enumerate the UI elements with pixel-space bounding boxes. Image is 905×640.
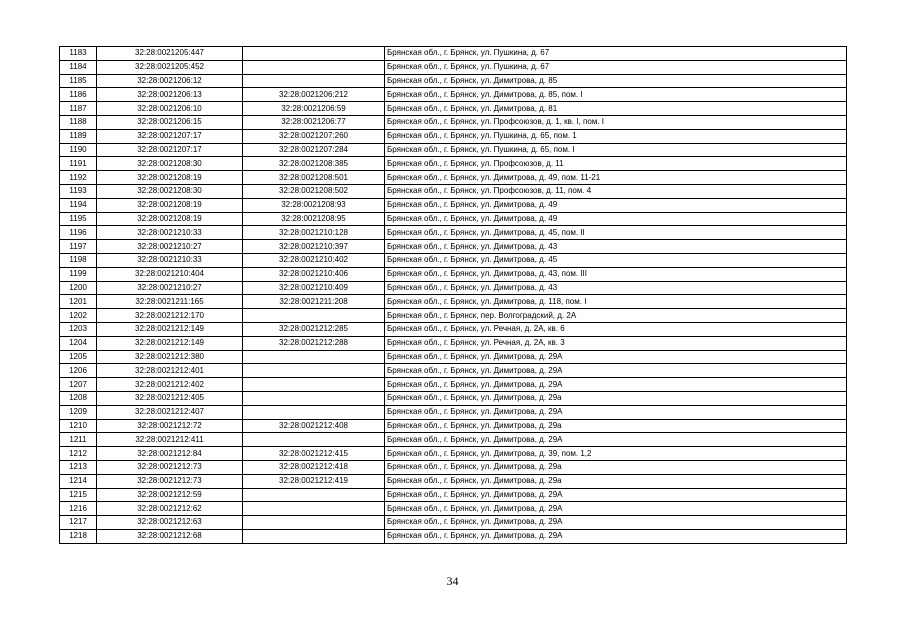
row-number-cell: 1188	[60, 115, 97, 129]
cadastral-number-cell: 32:28:0021205:452	[97, 60, 243, 74]
cadastral-number-cell: 32:28:0021208:19	[97, 212, 243, 226]
table-row	[60, 74, 847, 88]
cadastral-number-cell: 32:28:0021208:30	[97, 157, 243, 171]
row-number-cell: 1217	[60, 516, 97, 530]
table-row	[60, 281, 847, 295]
object-cadastral-number-cell: 32:28:0021208:95	[243, 212, 385, 226]
cadastral-number-cell: 32:28:0021212:401	[97, 364, 243, 378]
address-cell: Брянская обл., г. Брянск, ул. Димитрова, д. 29А	[385, 350, 847, 364]
table-row	[60, 102, 847, 116]
address-cell: Брянская обл., г. Брянск, ул. Димитрова, д. 49	[385, 198, 847, 212]
address-cell: Брянская обл., г. Брянск, ул. Димитрова, д. 29а	[385, 419, 847, 433]
table-row	[60, 47, 847, 61]
cadastral-number-cell: 32:28:0021212:407	[97, 405, 243, 419]
cadastral-number-cell: 32:28:0021212:59	[97, 488, 243, 502]
table-row	[60, 129, 847, 143]
address-cell: Брянская обл., г. Брянск, ул. Димитрова, д. 45, пом. II	[385, 226, 847, 240]
row-number-cell: 1189	[60, 129, 97, 143]
object-cadastral-number-cell	[243, 350, 385, 364]
cadastral-table	[59, 46, 847, 544]
object-cadastral-number-cell: 32:28:0021212:418	[243, 460, 385, 474]
object-cadastral-number-cell	[243, 529, 385, 543]
row-number-cell: 1190	[60, 143, 97, 157]
table-row	[60, 143, 847, 157]
row-number-cell: 1205	[60, 350, 97, 364]
table-row	[60, 88, 847, 102]
table-row	[60, 295, 847, 309]
cadastral-number-cell: 32:28:0021206:12	[97, 74, 243, 88]
row-number-cell: 1215	[60, 488, 97, 502]
row-number-cell: 1187	[60, 102, 97, 116]
address-cell: Брянская обл., г. Брянск, ул. Димитрова, д. 49	[385, 212, 847, 226]
cadastral-number-cell: 32:28:0021212:72	[97, 419, 243, 433]
row-number-cell: 1193	[60, 184, 97, 198]
object-cadastral-number-cell: 32:28:0021210:406	[243, 267, 385, 281]
object-cadastral-number-cell	[243, 405, 385, 419]
table-row	[60, 253, 847, 267]
table-row	[60, 60, 847, 74]
address-cell: Брянская обл., г. Брянск, ул. Димитрова, д. 85, пом. I	[385, 88, 847, 102]
row-number-cell: 1201	[60, 295, 97, 309]
table-row	[60, 419, 847, 433]
table-row	[60, 364, 847, 378]
cadastral-number-cell: 32:28:0021212:62	[97, 502, 243, 516]
cadastral-number-cell: 32:28:0021210:33	[97, 253, 243, 267]
cadastral-number-cell: 32:28:0021212:63	[97, 516, 243, 530]
cadastral-number-cell: 32:28:0021206:15	[97, 115, 243, 129]
object-cadastral-number-cell: 32:28:0021208:385	[243, 157, 385, 171]
address-cell: Брянская обл., г. Брянск, ул. Димитрова, д. 43	[385, 240, 847, 254]
cadastral-number-cell: 32:28:0021205:447	[97, 47, 243, 61]
row-number-cell: 1196	[60, 226, 97, 240]
table-row	[60, 309, 847, 323]
address-cell: Брянская обл., г. Брянск, ул. Димитрова, д. 43, пом. III	[385, 267, 847, 281]
cadastral-number-cell: 32:28:0021210:404	[97, 267, 243, 281]
table-row	[60, 529, 847, 543]
address-cell: Брянская обл., г. Брянск, ул. Речная, д. 2А, кв. 6	[385, 322, 847, 336]
cadastral-number-cell: 32:28:0021212:149	[97, 322, 243, 336]
object-cadastral-number-cell	[243, 488, 385, 502]
table-row	[60, 226, 847, 240]
row-number-cell: 1194	[60, 198, 97, 212]
cadastral-number-cell: 32:28:0021206:13	[97, 88, 243, 102]
address-cell: Брянская обл., г. Брянск, ул. Димитрова, д. 29А	[385, 378, 847, 392]
cadastral-number-cell: 32:28:0021210:27	[97, 240, 243, 254]
address-cell: Брянская обл., г. Брянск, ул. Димитрова, д. 45	[385, 253, 847, 267]
row-number-cell: 1200	[60, 281, 97, 295]
address-cell: Брянская обл., г. Брянск, ул. Профсоюзов, д. 11, пом. 4	[385, 184, 847, 198]
object-cadastral-number-cell: 32:28:0021212:408	[243, 419, 385, 433]
address-cell: Брянская обл., г. Брянск, ул. Димитрова, д. 43	[385, 281, 847, 295]
table-row	[60, 157, 847, 171]
table-row	[60, 115, 847, 129]
row-number-cell: 1212	[60, 447, 97, 461]
address-cell: Брянская обл., г. Брянск, ул. Пушкина, д. 67	[385, 47, 847, 61]
table-row	[60, 267, 847, 281]
object-cadastral-number-cell	[243, 47, 385, 61]
cadastral-number-cell: 32:28:0021208:30	[97, 184, 243, 198]
object-cadastral-number-cell	[243, 516, 385, 530]
object-cadastral-number-cell: 32:28:0021210:128	[243, 226, 385, 240]
cadastral-number-cell: 32:28:0021208:19	[97, 198, 243, 212]
row-number-cell: 1209	[60, 405, 97, 419]
row-number-cell: 1185	[60, 74, 97, 88]
row-number-cell: 1197	[60, 240, 97, 254]
cadastral-number-cell: 32:28:0021208:19	[97, 171, 243, 185]
cadastral-number-cell: 32:28:0021210:27	[97, 281, 243, 295]
row-number-cell: 1213	[60, 460, 97, 474]
row-number-cell: 1204	[60, 336, 97, 350]
address-cell: Брянская обл., г. Брянск, ул. Димитрова, д. 29А	[385, 529, 847, 543]
table-row	[60, 378, 847, 392]
cadastral-number-cell: 32:28:0021212:402	[97, 378, 243, 392]
cadastral-number-cell: 32:28:0021207:17	[97, 143, 243, 157]
address-cell: Брянская обл., г. Брянск, пер. Волгоградский, д. 2А	[385, 309, 847, 323]
address-cell: Брянская обл., г. Брянск, ул. Димитрова, д. 39, пом. 1,2	[385, 447, 847, 461]
cadastral-number-cell: 32:28:0021212:68	[97, 529, 243, 543]
address-cell: Брянская обл., г. Брянск, ул. Димитрова, д. 81	[385, 102, 847, 116]
address-cell: Брянская обл., г. Брянск, ул. Димитрова, д. 29а	[385, 391, 847, 405]
address-cell: Брянская обл., г. Брянск, ул. Профсоюзов, д. 11	[385, 157, 847, 171]
row-number-cell: 1183	[60, 47, 97, 61]
address-cell: Брянская обл., г. Брянск, ул. Пушкина, д. 65, пом. 1	[385, 129, 847, 143]
address-cell: Брянская обл., г. Брянск, ул. Димитрова, д. 118, пом. I	[385, 295, 847, 309]
object-cadastral-number-cell: 32:28:0021210:402	[243, 253, 385, 267]
cadastral-number-cell: 32:28:0021212:380	[97, 350, 243, 364]
address-cell: Брянская обл., г. Брянск, ул. Димитрова, д. 29А	[385, 364, 847, 378]
cadastral-number-cell: 32:28:0021211:165	[97, 295, 243, 309]
object-cadastral-number-cell	[243, 378, 385, 392]
row-number-cell: 1218	[60, 529, 97, 543]
object-cadastral-number-cell: 32:28:0021211:208	[243, 295, 385, 309]
row-number-cell: 1208	[60, 391, 97, 405]
table-row	[60, 350, 847, 364]
address-cell: Брянская обл., г. Брянск, ул. Димитрова, д. 29А	[385, 405, 847, 419]
cadastral-number-cell: 32:28:0021212:84	[97, 447, 243, 461]
row-number-cell: 1198	[60, 253, 97, 267]
row-number-cell: 1202	[60, 309, 97, 323]
table-row	[60, 184, 847, 198]
object-cadastral-number-cell: 32:28:0021206:59	[243, 102, 385, 116]
row-number-cell: 1192	[60, 171, 97, 185]
object-cadastral-number-cell: 32:28:0021212:415	[243, 447, 385, 461]
object-cadastral-number-cell	[243, 309, 385, 323]
object-cadastral-number-cell: 32:28:0021208:501	[243, 171, 385, 185]
table-body	[60, 47, 847, 544]
page-number: 34	[446, 574, 459, 588]
cadastral-number-cell: 32:28:0021212:73	[97, 474, 243, 488]
object-cadastral-number-cell: 32:28:0021206:77	[243, 115, 385, 129]
address-cell: Брянская обл., г. Брянск, ул. Димитрова, д. 29А	[385, 516, 847, 530]
row-number-cell: 1203	[60, 322, 97, 336]
row-number-cell: 1184	[60, 60, 97, 74]
cadastral-number-cell: 32:28:0021206:10	[97, 102, 243, 116]
object-cadastral-number-cell: 32:28:0021207:284	[243, 143, 385, 157]
row-number-cell: 1216	[60, 502, 97, 516]
object-cadastral-number-cell: 32:28:0021210:397	[243, 240, 385, 254]
row-number-cell: 1195	[60, 212, 97, 226]
object-cadastral-number-cell	[243, 74, 385, 88]
object-cadastral-number-cell: 32:28:0021212:288	[243, 336, 385, 350]
table-row	[60, 502, 847, 516]
table-row	[60, 474, 847, 488]
row-number-cell: 1207	[60, 378, 97, 392]
cadastral-number-cell: 32:28:0021212:73	[97, 460, 243, 474]
address-cell: Брянская обл., г. Брянск, ул. Профсоюзов, д. 1, кв. I, пом. I	[385, 115, 847, 129]
address-cell: Брянская обл., г. Брянск, ул. Димитрова, д. 29А	[385, 433, 847, 447]
row-number-cell: 1186	[60, 88, 97, 102]
table-row	[60, 447, 847, 461]
cadastral-number-cell: 32:28:0021207:17	[97, 129, 243, 143]
row-number-cell: 1210	[60, 419, 97, 433]
address-cell: Брянская обл., г. Брянск, ул. Димитрова, д. 29А	[385, 488, 847, 502]
table-row	[60, 212, 847, 226]
object-cadastral-number-cell: 32:28:0021206:212	[243, 88, 385, 102]
row-number-cell: 1206	[60, 364, 97, 378]
table-row	[60, 240, 847, 254]
table-row	[60, 405, 847, 419]
cadastral-number-cell: 32:28:0021212:170	[97, 309, 243, 323]
table-row	[60, 516, 847, 530]
address-cell: Брянская обл., г. Брянск, ул. Пушкина, д. 65, пом. I	[385, 143, 847, 157]
table-row	[60, 198, 847, 212]
cadastral-number-cell: 32:28:0021210:33	[97, 226, 243, 240]
cadastral-number-cell: 32:28:0021212:411	[97, 433, 243, 447]
row-number-cell: 1191	[60, 157, 97, 171]
object-cadastral-number-cell	[243, 391, 385, 405]
cadastral-number-cell: 32:28:0021212:405	[97, 391, 243, 405]
address-cell: Брянская обл., г. Брянск, ул. Димитрова, д. 29а	[385, 474, 847, 488]
address-cell: Брянская обл., г. Брянск, ул. Димитрова, д. 29а	[385, 460, 847, 474]
object-cadastral-number-cell	[243, 60, 385, 74]
table-row	[60, 460, 847, 474]
object-cadastral-number-cell: 32:28:0021208:93	[243, 198, 385, 212]
row-number-cell: 1214	[60, 474, 97, 488]
address-cell: Брянская обл., г. Брянск, ул. Димитрова, д. 85	[385, 74, 847, 88]
table-row	[60, 336, 847, 350]
cadastral-number-cell: 32:28:0021212:149	[97, 336, 243, 350]
object-cadastral-number-cell	[243, 364, 385, 378]
address-cell: Брянская обл., г. Брянск, ул. Димитрова, д. 29А	[385, 502, 847, 516]
address-cell: Брянская обл., г. Брянск, ул. Речная, д. 2А, кв. 3	[385, 336, 847, 350]
table-row	[60, 322, 847, 336]
address-cell: Брянская обл., г. Брянск, ул. Димитрова, д. 49, пом. 11-21	[385, 171, 847, 185]
table-row	[60, 433, 847, 447]
row-number-cell: 1211	[60, 433, 97, 447]
row-number-cell: 1199	[60, 267, 97, 281]
object-cadastral-number-cell: 32:28:0021207:260	[243, 129, 385, 143]
object-cadastral-number-cell: 32:28:0021208:502	[243, 184, 385, 198]
object-cadastral-number-cell: 32:28:0021212:285	[243, 322, 385, 336]
table-row	[60, 171, 847, 185]
object-cadastral-number-cell: 32:28:0021212:419	[243, 474, 385, 488]
table-row	[60, 488, 847, 502]
address-cell: Брянская обл., г. Брянск, ул. Пушкина, д. 67	[385, 60, 847, 74]
object-cadastral-number-cell: 32:28:0021210:409	[243, 281, 385, 295]
object-cadastral-number-cell	[243, 502, 385, 516]
object-cadastral-number-cell	[243, 433, 385, 447]
table-row	[60, 391, 847, 405]
